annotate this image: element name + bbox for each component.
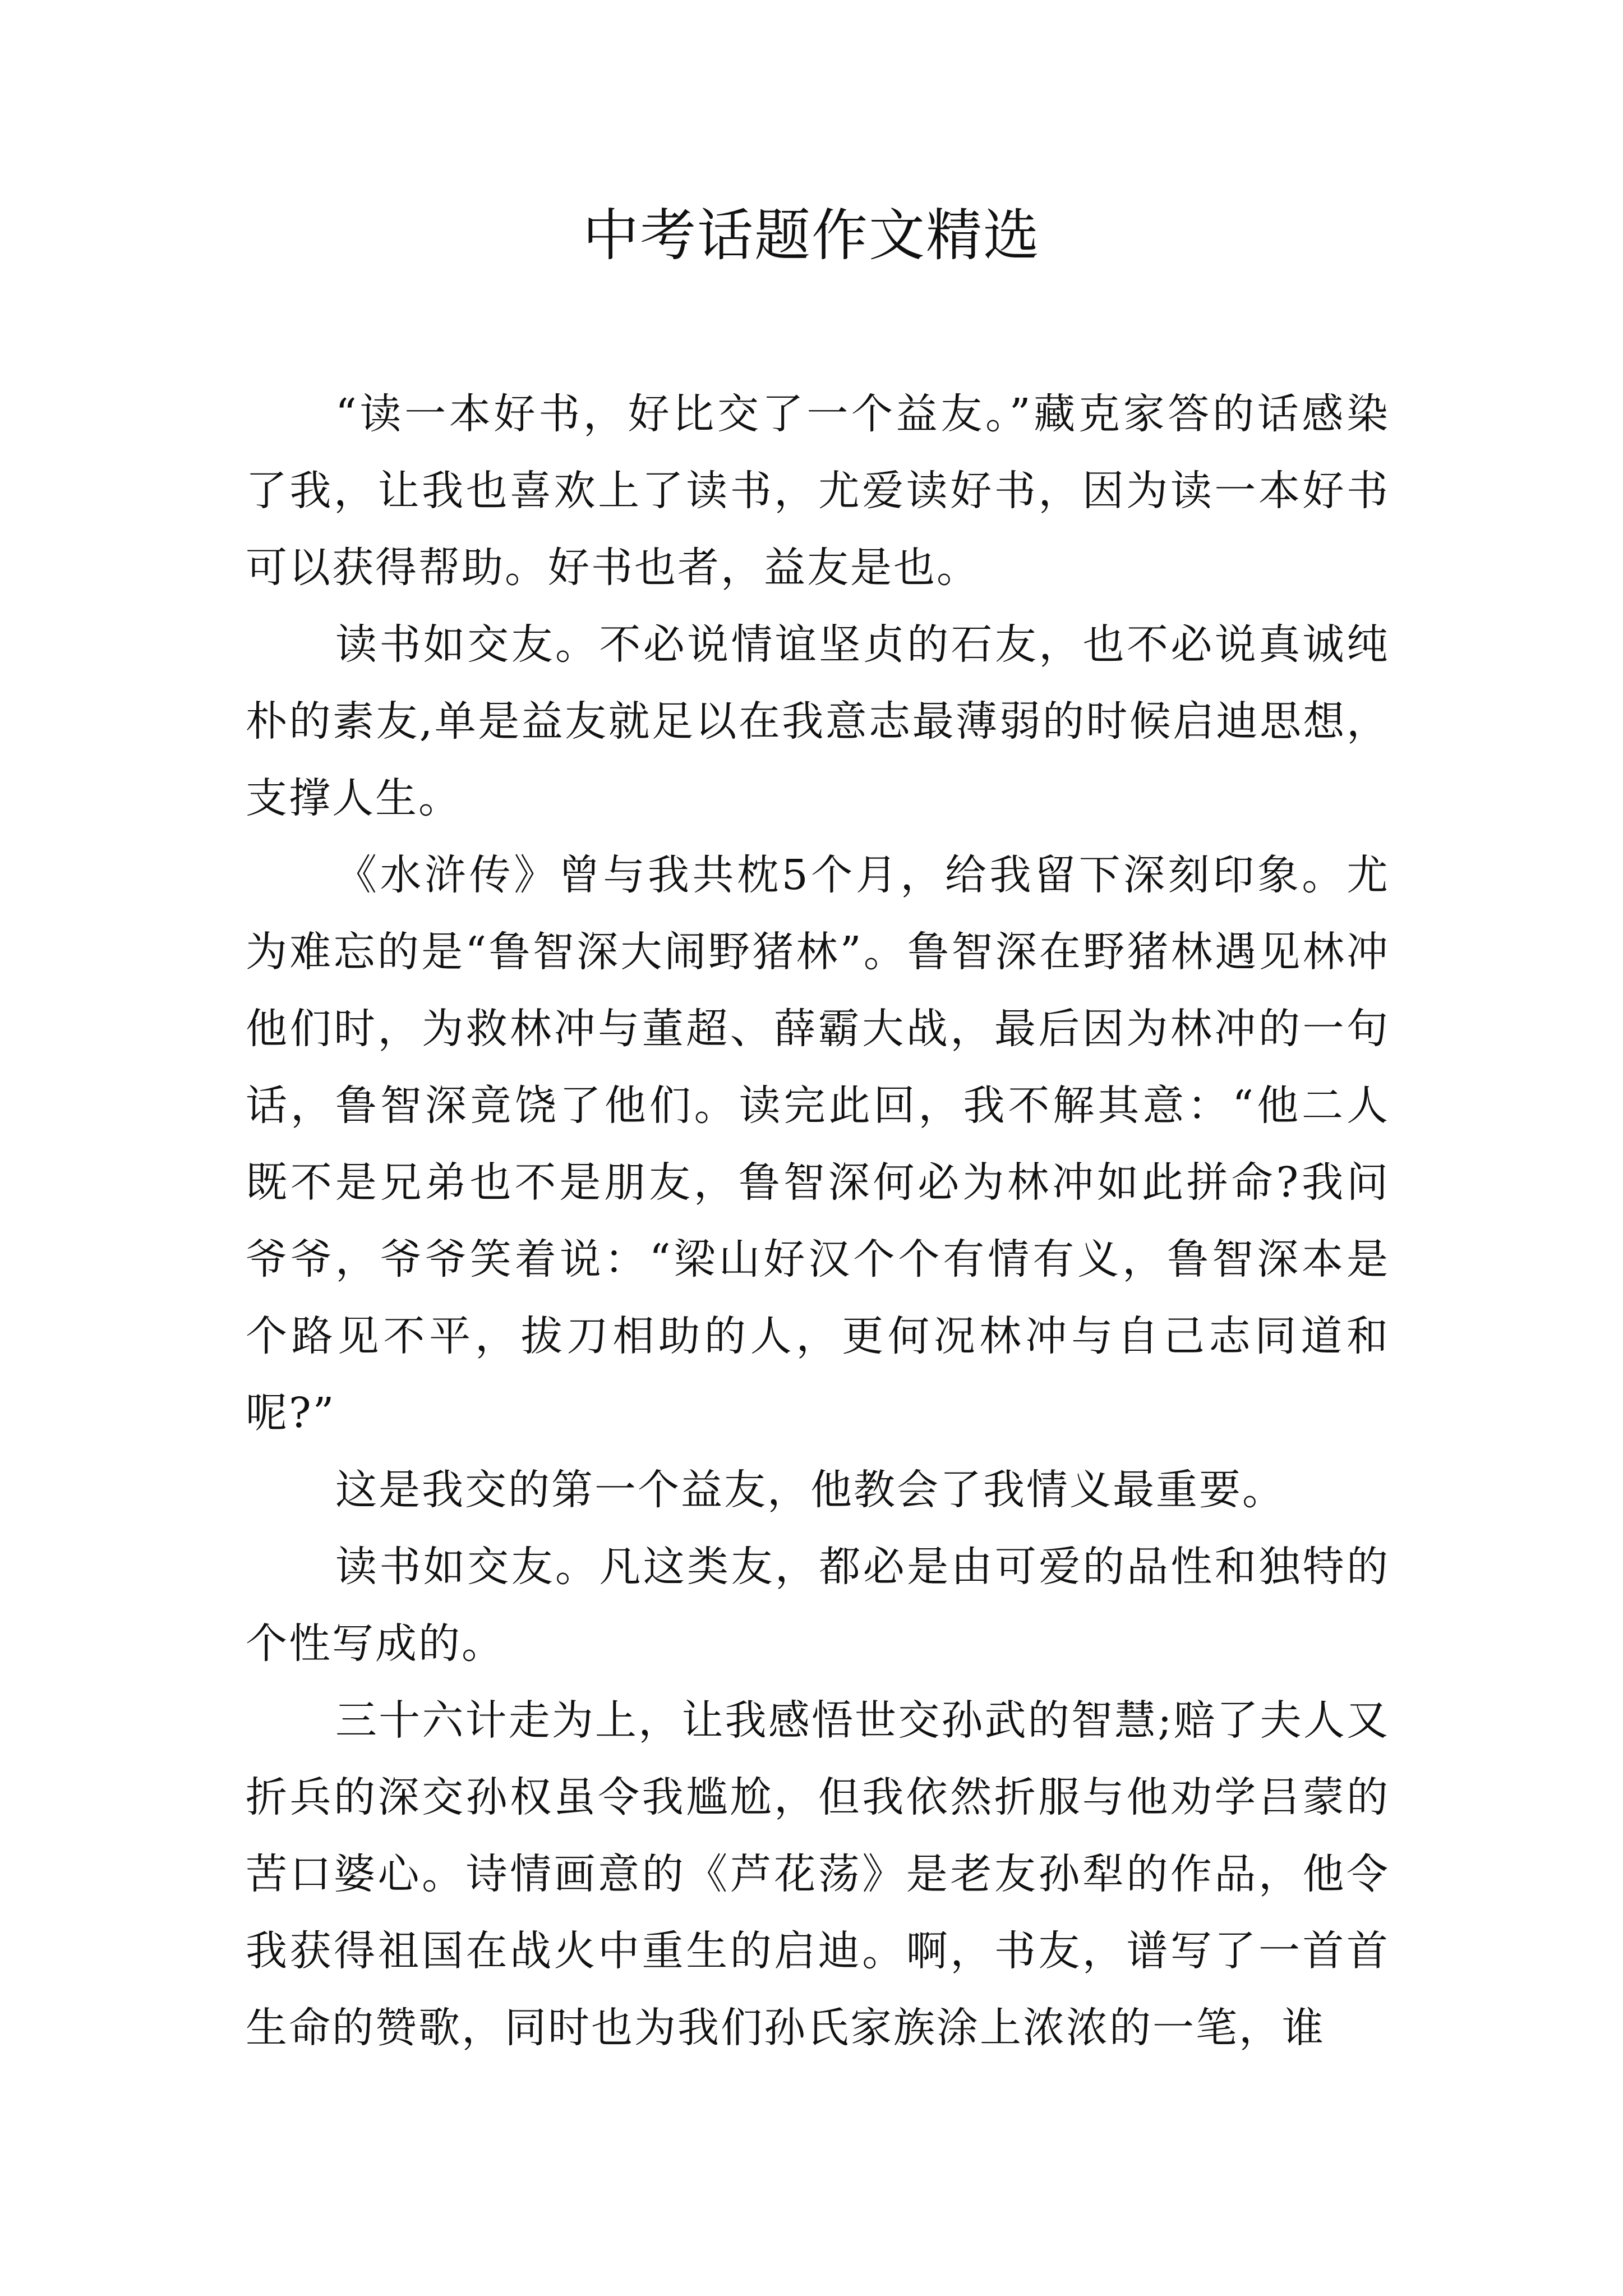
document-title: 中考话题作文精选 [583,203,1040,268]
paragraph: 读书如交友。不必说情谊坚贞的石友，也不必说真诚纯朴的素友,单是益友就足以在我意志最薄弱的时候启迪思想，支撑人生。 [246,620,1390,822]
paragraph: 《水浒传》曾与我共枕5个月，给我留下深刻印象。尤为难忘的是“鲁智深大闹野猪林”。鲁智深在野猪林遇见林冲他们时，为救林冲与董超、薛霸大战，最后因为林冲的一句话，鲁智深竟饶了他们。读完此回，我不解其意：“他二人既不是兄弟也不是朋友，鲁智深何必为林冲如此拼命?我问爷爷，爷爷笑着说：“梁山好汉个个有情有义，鲁智深本是个路见不平，拔刀相助的人，更何况林冲与自己志同道和呢?” [246,851,1390,1437]
paragraph: 读书如交友。凡这类友，都必是由可爱的品性和独特的个性写成的。 [246,1543,1390,1668]
paragraph: 这是我交的第一个益友，他教会了我情义最重要。 [335,1466,1285,1514]
paragraph: 三十六计走为上，让我感悟世交孙武的智慧;赔了夫人又折兵的深交孙权虽令我尴尬，但我依然折服与他劝学吕蒙的苦口婆心。诗情画意的《芦花荡》是老友孙犁的作品，他令我获得祖国在战火中重生的启迪。啊，书友，谱写了一首首生命的赞歌，同时也为我们孙氏家族涂上浓浓的一笔，谁 [246,1696,1390,2052]
document-body [246,376,1390,2067]
paragraph: “读一本好书，好比交了一个益友。”藏克家答的话感染了我，让我也喜欢上了读书，尤爱读好书，因为读一本好书可以获得帮助。好书也者，益友是也。 [246,390,1390,592]
